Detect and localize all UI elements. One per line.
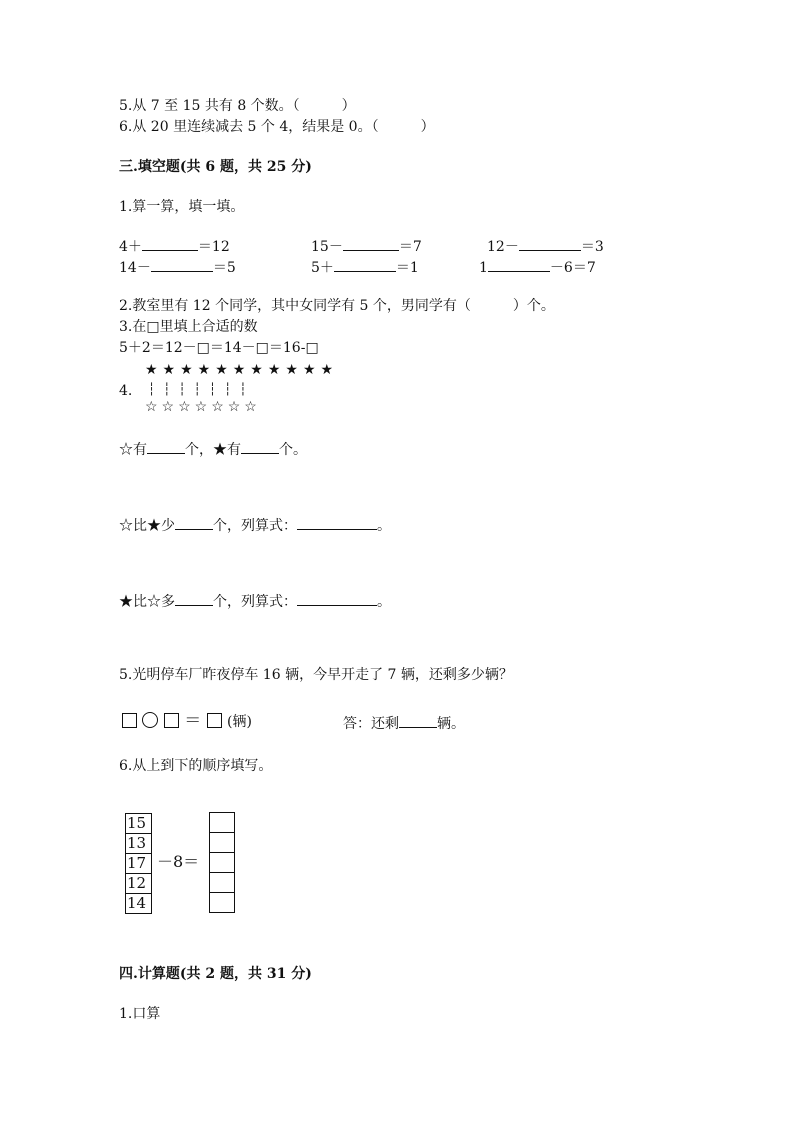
answer-blank[interactable] [175, 592, 213, 606]
open-stars-row: ☆☆☆☆☆☆☆ [145, 399, 261, 415]
answer-blank[interactable] [147, 440, 185, 454]
number-cell: 14 [126, 894, 152, 914]
answer-cell[interactable] [210, 873, 235, 893]
unit-label: (辆) [227, 714, 252, 730]
q1-item-3: 12－ ＝3 [487, 239, 604, 255]
q5-title: 5.光明停车厂昨夜停车 16 辆，今早开走了 7 辆，还剩多少辆？ [119, 667, 513, 683]
answer-blank[interactable] [151, 258, 213, 272]
q3-title: 3.在□里填上合适的数 [119, 319, 258, 335]
number-cell: 12 [126, 874, 152, 894]
section-4-q1: 1.口算 [119, 1006, 161, 1022]
answer-cell[interactable] [210, 853, 235, 873]
q3-expression: 5＋2＝12－□＝14－□＝16-□ [119, 340, 319, 356]
answer-box[interactable] [164, 713, 179, 728]
question-5-true-false: 5.从 7 至 15 共有 8 个数。（ ） [119, 98, 356, 114]
q1-item-6: 1 －6＝7 [479, 260, 596, 276]
answer-blank[interactable] [343, 237, 399, 251]
q5-answer: 答：还剩 辆。 [343, 716, 465, 732]
operator-circle[interactable] [142, 712, 158, 728]
dotted-connectors: ┆┆┆┆┆┆┆ [148, 382, 255, 396]
number-cell: 17 [126, 854, 152, 874]
answer-blank[interactable] [399, 714, 437, 728]
q4-number: 4. [119, 383, 133, 399]
q1-item-1: 4＋ ＝12 [119, 239, 230, 255]
q4-line-3: ★比☆多 个，列算式： 。 [119, 594, 391, 610]
q4-line-1: ☆有 个，★有 个。 [119, 442, 307, 458]
q1-item-4: 14－ ＝5 [119, 260, 236, 276]
number-column [125, 813, 152, 914]
answer-blank[interactable] [488, 258, 550, 272]
answer-blank[interactable] [297, 592, 377, 606]
answer-blank[interactable] [241, 440, 279, 454]
q2-text: 2.教室里有 12 个同学，其中女同学有 5 个，男同学有（ ）个。 [119, 298, 555, 314]
answer-blank[interactable] [297, 516, 377, 530]
q4-line-2: ☆比★少 个，列算式： 。 [119, 518, 391, 534]
answer-blank[interactable] [519, 237, 581, 251]
answer-cell[interactable] [210, 813, 235, 833]
question-6-true-false: 6.从 20 里连续减去 5 个 4，结果是 0。（ ） [119, 119, 435, 135]
answer-cell[interactable] [210, 833, 235, 853]
answer-blank[interactable] [175, 516, 213, 530]
q6-title: 6.从上到下的顺序填写。 [119, 758, 273, 774]
q5-equation [122, 712, 252, 731]
answer-blank[interactable] [142, 237, 198, 251]
q1-item-2: 15－ ＝7 [311, 239, 422, 255]
section-3-heading: 三.填空题(共 6 题，共 25 分) [119, 159, 312, 175]
answer-cell[interactable] [210, 893, 235, 913]
section-4-heading: 四.计算题(共 2 题，共 31 分) [119, 966, 312, 982]
q1-item-5: 5＋ ＝1 [311, 260, 419, 276]
answer-column [209, 812, 235, 913]
number-cell: 15 [126, 814, 152, 834]
minus-eight-operation: －8＝ [157, 852, 200, 871]
q1-title: 1.算一算，填一填。 [119, 199, 245, 215]
number-cell: 13 [126, 834, 152, 854]
answer-box[interactable] [122, 713, 137, 728]
equals-sign: ＝ [184, 711, 202, 731]
filled-stars-row: ★★★★★★★★★★★ [145, 362, 339, 378]
answer-blank[interactable] [334, 258, 396, 272]
answer-box[interactable] [207, 713, 222, 728]
